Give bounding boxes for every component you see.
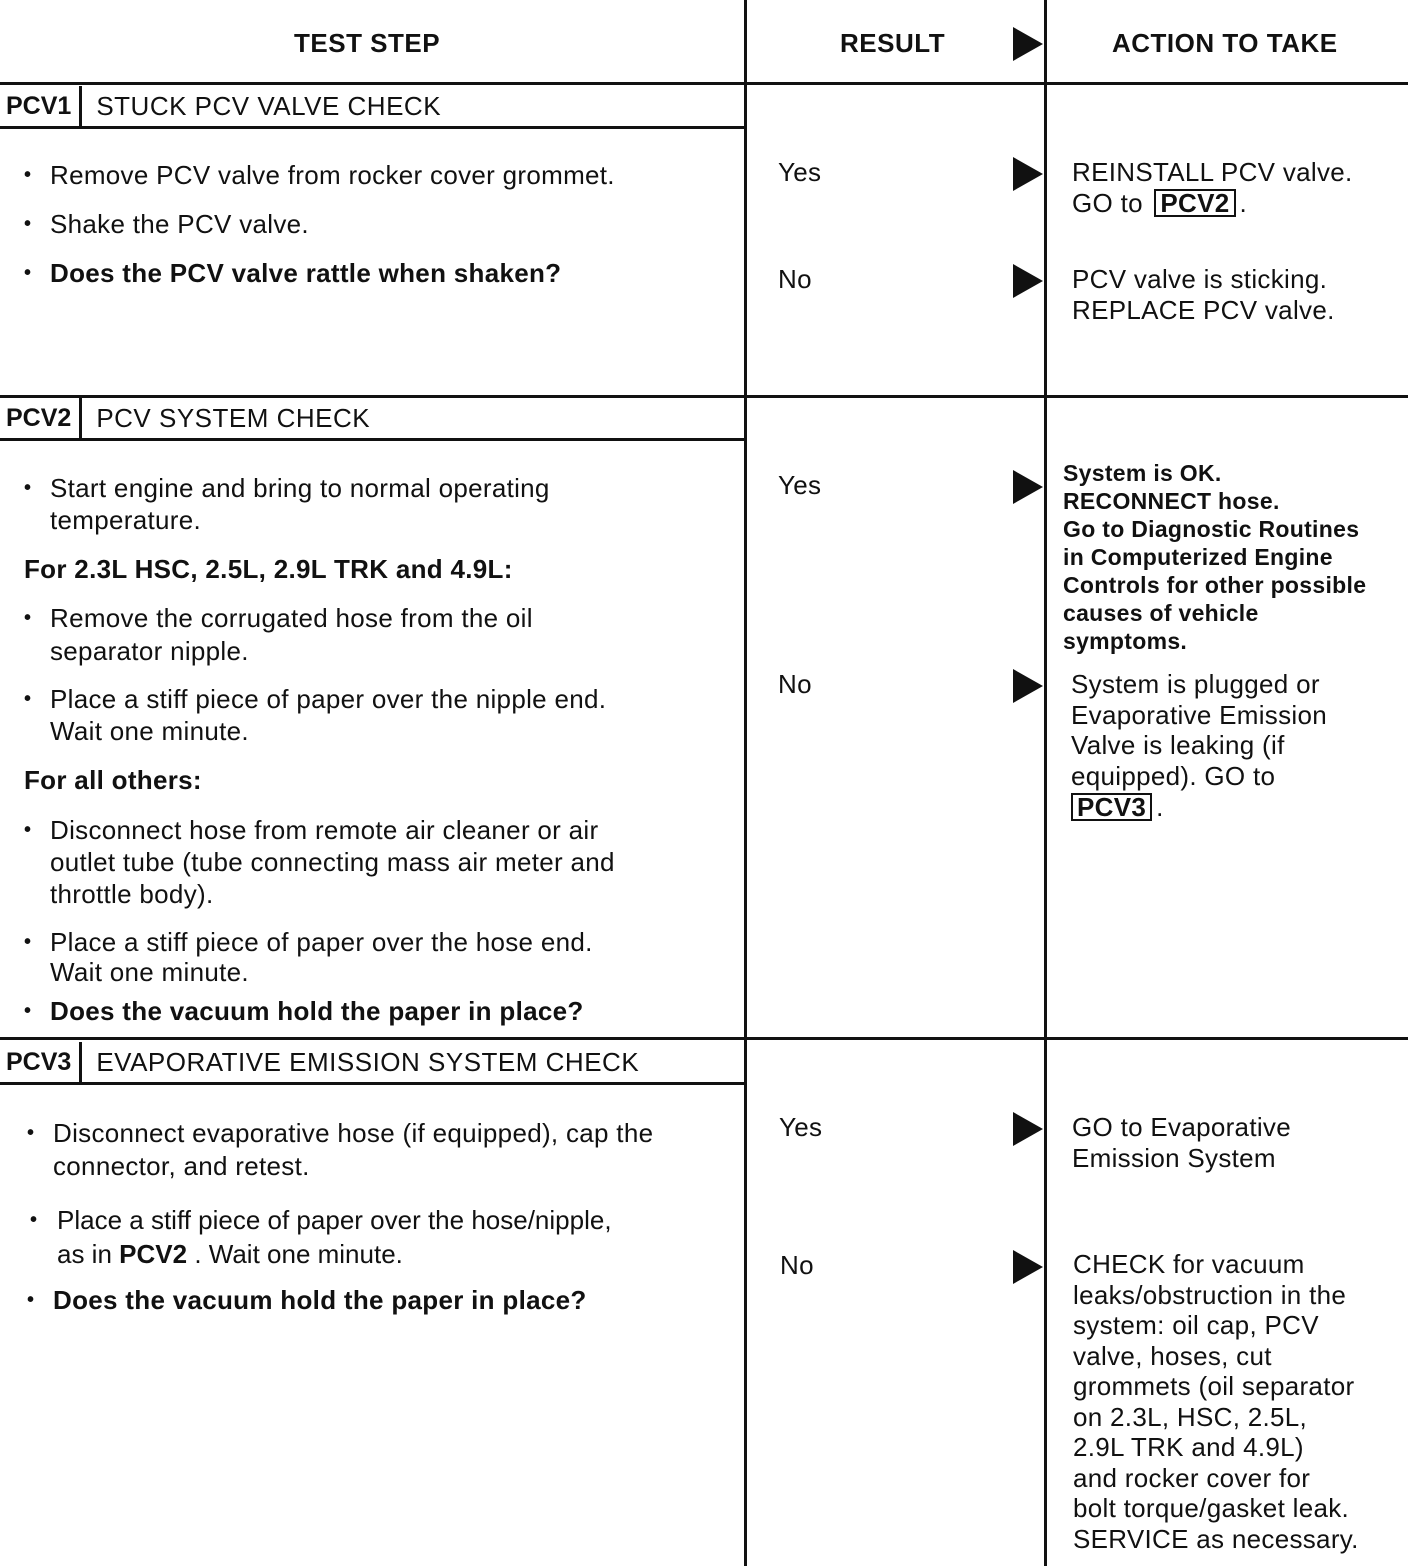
bullet-icon: •: [24, 1000, 32, 1022]
pcv2-for-hsc: For 2.3L HSC, 2.5L, 2.9L TRK and 4.9L:: [24, 554, 513, 584]
arrow-icon: [1013, 1250, 1043, 1284]
pcv3-step-1a: Disconnect evaporative hose (if equipped), cap the: [53, 1118, 654, 1148]
pcv3-step-2b-post: . Wait one minute.: [194, 1239, 403, 1269]
pcv2-step-5b: Wait one minute.: [50, 957, 249, 987]
header-arrow-icon: [1013, 27, 1043, 61]
pcv3-title-box: [0, 1042, 744, 1085]
header-result: RESULT: [840, 28, 946, 58]
pcv3-no-action-7: 2.9L TRK and 4.9L): [1073, 1432, 1304, 1462]
bullet-icon: •: [24, 477, 32, 499]
pcv2-id: PCV2: [0, 398, 82, 438]
pcv2-step-1a: Start engine and bring to normal operating: [50, 473, 550, 503]
rule-pcv3: [0, 1037, 1408, 1040]
pcv2-step-5a: Place a stiff piece of paper over the hose end.: [50, 927, 593, 957]
pcv2-step-6: Does the vacuum hold the paper in place?: [50, 996, 584, 1026]
pcv3-step-1b: connector, and retest.: [53, 1151, 310, 1181]
pcv2-step-3b: Wait one minute.: [50, 716, 249, 746]
divider-action: [1044, 0, 1047, 1566]
pcv1-ref-pcv2: PCV2: [1154, 189, 1235, 217]
pcv1-title-box: [0, 86, 744, 129]
arrow-icon: [1013, 1112, 1043, 1146]
bullet-icon: •: [27, 1122, 35, 1144]
pcv3-id: PCV3: [0, 1042, 82, 1082]
pcv3-no-action-5: grommets (oil separator: [1073, 1371, 1355, 1401]
pcv2-no-action-1: System is plugged or: [1071, 669, 1320, 699]
arrow-icon: [1013, 470, 1043, 504]
pcv3-no-action-10: SERVICE as necessary.: [1073, 1524, 1359, 1554]
pcv1-no-action-2: REPLACE PCV valve.: [1072, 295, 1335, 325]
pcv2-step-2b: separator nipple.: [50, 636, 249, 666]
pcv2-title-box: [0, 398, 744, 441]
pcv1-yes-action-text: GO to: [1072, 188, 1143, 218]
pcv1-step-2: Shake the PCV valve.: [50, 209, 309, 239]
pcv2-yes-action-4: in Computerized Engine: [1063, 544, 1333, 570]
pcv2-yes-action-1: System is OK.: [1063, 460, 1222, 486]
pcv3-yes-action-2: Emission System: [1072, 1143, 1276, 1173]
pcv2-yes-action-5: Controls for other possible: [1063, 572, 1367, 598]
pcv1-yes-action-2: [1072, 188, 1247, 219]
pcv2-step-4b: outlet tube (tube connecting mass air meter and: [50, 847, 615, 877]
pcv3-no-action-8: and rocker cover for: [1073, 1463, 1311, 1493]
pcv2-step-2a: Remove the corrugated hose from the oil: [50, 603, 533, 633]
pcv2-step-4a: Disconnect hose from remote air cleaner or air: [50, 815, 599, 845]
pcv3-step-2a: Place a stiff piece of paper over the hose/nipple,: [57, 1205, 612, 1235]
pcv1-no-action-1: PCV valve is sticking.: [1072, 264, 1328, 294]
pcv2-yes-action-7: symptoms.: [1063, 628, 1188, 654]
header-test-step: TEST STEP: [294, 28, 441, 58]
bullet-icon: •: [24, 164, 32, 186]
pcv3-no-action-6: on 2.3L, HSC, 2.5L,: [1073, 1402, 1308, 1432]
pcv3-no-action-4: valve, hoses, cut: [1073, 1341, 1272, 1371]
pcv3-step-2b: [57, 1239, 403, 1270]
pcv3-no-action-9: bolt torque/gasket leak.: [1073, 1493, 1350, 1523]
pcv3-result-no: No: [780, 1250, 814, 1280]
pcv2-ref-pcv3: PCV3: [1071, 793, 1152, 821]
bullet-icon: •: [24, 688, 32, 710]
bullet-icon: •: [24, 262, 32, 284]
pcv2-no-action-5: [1071, 792, 1164, 823]
pcv1-result-no: No: [778, 264, 812, 294]
pcv2-yes-action-2: RECONNECT hose.: [1063, 488, 1280, 514]
pcv2-step-3a: Place a stiff piece of paper over the nipple end.: [50, 684, 607, 714]
pcv2-no-action-2: Evaporative Emission: [1071, 700, 1327, 730]
pcv3-result-yes: Yes: [779, 1112, 823, 1142]
arrow-icon: [1013, 669, 1043, 703]
pcv2-step-1b: temperature.: [50, 505, 202, 535]
pcv1-id: PCV1: [0, 86, 82, 126]
header-rule: [0, 82, 1408, 85]
pcv3-no-action-2: leaks/obstruction in the: [1073, 1280, 1347, 1310]
pcv3-step-2b-pre: as in: [57, 1239, 112, 1269]
pcv2-yes-action-6: causes of vehicle: [1063, 600, 1259, 626]
pcv2-no-action-4: equipped). GO to: [1071, 761, 1276, 791]
pcv1-step-1: Remove PCV valve from rocker cover grommet.: [50, 160, 615, 190]
pcv3-no-action-1: CHECK for vacuum: [1073, 1249, 1305, 1279]
pcv3-step-3: Does the vacuum hold the paper in place?: [53, 1285, 587, 1315]
pcv1-title: STUCK PCV VALVE CHECK: [96, 90, 442, 121]
bullet-icon: •: [24, 213, 32, 235]
pcv2-result-no: No: [778, 669, 812, 699]
divider-result: [744, 0, 747, 1566]
pcv2-no-action-end: .: [1156, 792, 1164, 822]
bullet-icon: •: [24, 819, 32, 841]
pcv1-yes-action-end: .: [1239, 188, 1248, 218]
bullet-icon: •: [24, 607, 32, 629]
header-action: ACTION TO TAKE: [1112, 28, 1338, 58]
bullet-icon: •: [24, 931, 32, 953]
pcv3-no-action-3: system: oil cap, PCV: [1073, 1310, 1319, 1340]
pcv2-yes-action-3: Go to Diagnostic Routines: [1063, 516, 1360, 542]
bullet-icon: •: [27, 1289, 35, 1311]
arrow-icon: [1013, 264, 1043, 298]
pcv1-result-yes: Yes: [778, 157, 822, 187]
pcv2-no-action-3: Valve is leaking (if: [1071, 730, 1285, 760]
pcv2-step-4c: throttle body).: [50, 879, 214, 909]
pcv2-title: PCV SYSTEM CHECK: [96, 402, 371, 433]
pcv1-step-3: Does the PCV valve rattle when shaken?: [50, 258, 562, 288]
pcv2-for-others: For all others:: [24, 765, 202, 795]
pcv3-yes-action-1: GO to Evaporative: [1072, 1112, 1291, 1142]
pcv2-result-yes: Yes: [778, 470, 822, 500]
pcv3-ref-pcv2: PCV2: [119, 1239, 188, 1269]
arrow-icon: [1013, 157, 1043, 191]
pcv1-yes-action-1: REINSTALL PCV valve.: [1072, 157, 1353, 187]
pcv3-title: EVAPORATIVE EMISSION SYSTEM CHECK: [96, 1046, 640, 1077]
bullet-icon: •: [30, 1209, 38, 1231]
